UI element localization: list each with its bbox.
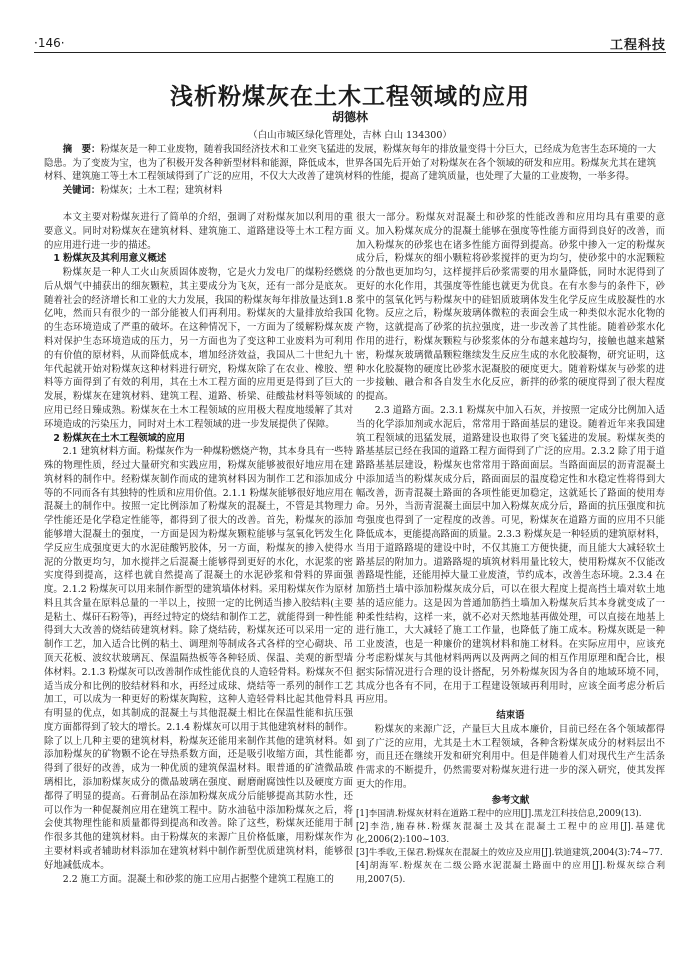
reference-item: [3]牛季收,王保君.粉煤灰在混凝土的效应及应用[J].铁道建筑,2004(3):74~77. — [356, 848, 663, 859]
section-2-3-paragraph: 2.3 道路方面。2.3.1 粉煤灰中加入石灰，并按照一定成分比例加入适当的化学添加剂或水泥后，常常用于路面基层的建设。随着近年来我国建筑工程领域的迅猛发展，道路建设也取得了突飞猛进的发展。粉煤灰类的路基基层已经在我国的道路工程方面得到了广泛的应用。2.3.2 除了用于道路路基基层建设，粉煤灰也常常用于路面面层。当路面面层的沥青混凝土中添加适当的粉煤灰成分后，路面面层的温度稳定性和水稳定性将得到大幅改善，沥青混凝土路面的各项性能更加稳定，这就延长了路面的使用寿命。另外，当沥青混凝土面层中加入粉煤灰成分后，路面的抗压强度和抗弯强度也得到了一定程度的改善。可见，粉煤灰在道路方面的应用不只能降低成本，更能提高路面的质量。2.3.3 粉煤灰是一种轻质的建筑原材料，当用于道路路堤的建设中时，不仅其施工方便快捷，而且能大大减轻软土路基层的附加力。道路路堤的填筑材料用量比较大，使用粉煤灰不仅能改善路堤性能，还能用掉大量工业废渣，节约成本，改善生态环境。2.3.4 在加筋挡土墙中添加粉煤灰成分后，可以在很大程度上提高挡土墙对软土地基的适应能力。这是因为普通加筋挡土墙加入粉煤灰后其本身就变成了一种柔性结构，这样一来，就不必对天然地基再做处理，可以直接在地基上进行施工，大大减轻了施工工作量，也降低了施工成本。粉煤灰既是一种工业废渣，也是一种廉价的建筑材料和施工材料。在实际应用中，应该充分考虑粉煤灰与其他材料两两以及两两之间的相互作用原理和配合比，根据实际情况进行合理的设计搭配，另外粉煤灰因为各自的地域环境不同，其成分也各有不同，在用于工程建设领域再利用时，应该全面考虑分析后再应用。 — [356, 404, 665, 706]
conclusion-paragraph: 粉煤灰的来源广泛，产量巨大且成本廉价，目前已经在各个领域都得到了广泛的应用，尤其是土木工程领域，各种含粉煤灰成分的材料层出不穷，而且还在继续开发和研究利用中。但是伴随着人们对现代生产生活条件需求的不断提升，仍然需要对粉煤灰进行进一步的深入研究，使其发挥更大的作用。 — [356, 723, 665, 791]
references-heading: 参考文献 — [491, 794, 530, 806]
keywords-label: 关键词： — [62, 184, 101, 196]
section-heading-1: 1 粉煤灰及其利用意义概述 — [53, 253, 167, 265]
reference-item: [2]李浩,施春林.粉煤灰混凝土及其在混凝土工程中的应用[J].基建优化,2006(2):100~103. — [356, 821, 665, 845]
section-2-2-paragraph-start: 2.2 施工方面。混凝土和砂浆的施工应用占据整个建筑工程施工的 — [62, 873, 334, 885]
running-header — [34, 30, 666, 53]
intro-paragraph: 本文主要对粉煤灰进行了简单的介绍，强调了对粉煤灰加以利用的重要意义。同时对粉煤灰在建筑材料、建筑施工、道路建设等土木工程方面的应用进行进一步的描述。 — [44, 212, 353, 251]
author-affiliation: （白山市城区绿化管理处，吉林 白山 134300） — [248, 130, 452, 141]
abstract-label: 摘 要： — [62, 144, 101, 155]
abstract-text: 粉煤灰是一种工业废物，随着我国经济技术和工业突飞猛进的发展，粉煤灰每年的排放量变得十分巨大，已经成为危害生态环境的一大隐患。为了变废为宝，也为了积极开发各种新型材料和能源，降低成本，世界各国先后开始了对粉煤灰在各个领域的研发和应用。粉煤灰尤其在建筑材料、建筑施工等土木工程领域得到了广泛的应用，不仅大大改善了建筑材料的性能，提高了建筑质量，也处理了大量的工业废物，一举多得。 — [44, 144, 656, 183]
body-column-left — [44, 211, 353, 936]
reference-item: [4]胡海军.粉煤灰在二级公路水泥混凝土路面中的应用[J].粉煤灰综合利用,2007(5). — [356, 861, 665, 885]
abstract-block — [44, 143, 656, 197]
section-2-2-paragraph-cont: 很大一部分。粉煤灰对混凝土和砂浆的性能改善和应用均具有重要的意义。加入粉煤灰成分的混凝土能够在强度等性能方面得到良好的改善，而加入粉煤灰的砂浆也在诸多性能方面得到提高。砂浆中掺入一定的粉煤灰成分后，粉煤灰的细小颗粒将砂浆搅拌的更为均匀，使砂浆中的水泥颗粒的分散也更加均匀，这样搅拌后砂浆需要的用水量降低，同时水泥得到了更好的水化作用，其强度等性能也就更为优良。在有水参与的条件下，砂浆中的氢氧化钙与粉煤灰中的硅铝质玻璃体发生化学反应生成胶凝性的水化物。反应之后，粉煤灰玻璃体微粒的表面会生成一种类似水泥水化物的产物，这就提高了砂浆的抗拉强度，进一步改善了其性能。随着砂浆水化作用的进行，粉煤灰颗粒与砂浆浆体的分布越来越均匀，接触也越来越紧密，粉煤灰玻璃微晶颗粒继续发生反应生成的水化胶凝物，研究证明，这种水化胶凝物的硬度比砂浆水泥凝胶的硬度更大。随着粉煤灰与砂浆的进一步接触、融合和各自发生水化反应，新拌的砂浆的硬度得到了很大程度的提高。 — [356, 212, 665, 403]
section-2-1-paragraph: 2.1 建筑材料方面。粉煤灰作为一种煤粉燃烧产物，其本身具有一些特殊的物理性质，经过大量研究和实践应用，粉煤灰能够被很好地应用在建筑材料的制作中。经粉煤灰制作而成的建筑材料因为制作工艺和添加成分等的不同而各有其独特的性质和应用价值。2.1.1 粉煤灰能够很好地应用在混凝土的制作中。按照一定比例添加了粉煤灰的混凝土，不管是其物理力学性能还是化学稳定性能等，都得到了很大的改善。首先，粉煤灰的添加能够增大混凝土的强度，一方面是因为粉煤灰颗粒能够与氢氧化钙发生化学反应生成强度更大的水泥硅酸钙胶体，另一方面，粉煤灰的掺入使得水泥的分散更均匀，加水搅拌之后混凝土能够得到更好的水化，水泥浆的密实度得到提高，这样也就自然提高了混凝土的水泥砂浆和骨料的界面强度。2.1.2 粉煤灰可以用来制作新型的建筑墙体材料。采用粉煤灰作为原材料且其含量在原料总量的一半以上，按照一定的比例适当掺入胶结料(主要是粘土、煤矸石粉等)，再经过特定的烧结和制作工艺，就能得到一种性能得到大大改善的烧结砖建筑材料。除了烧结砖，粉煤灰还可以采用一定的制作工艺，加入适合比例的粘土、调理剂等制成各式各样的空心砌块、吊顶天花板、波纹状玻璃瓦、保温隔热板等各种轻质、保温、美观的新型墙体材料。2.1.3 粉煤灰可以改善制作成性能优良的人造轻骨料。粉煤灰不但适当成分和比例的胶结材料和水，再经过成球、烧结等一系列的制作工艺加工，可以成为一种更好的粉煤灰陶粒，这种人造轻骨料比起其他骨料具有明显的优点，如其制成的混凝土与其他混凝土相比在保温性能和抗压强度方面都得到了较大的增长。2.1.4 粉煤灰可以用于其他建筑材料的制作。除了以上几种主要的建筑材料，粉煤灰还能用来制作其他的建筑材料。如添加粉煤灰的矿物颗不论在导热系数方面，还是吸引收缩方面，其性能都得到了很好的改善，成为一种优质的建筑保温材料。眼普通的矿渣微晶玻璃相比，添加粉煤灰成分的微晶玻璃在强度、耐磨耐腐蚀性以及硬度方面都得了明显的提高。石膏制品在添加粉煤灰成分后能够提高其防水性，还可以作为一种促凝剂应用在建筑工程中。防水油毡中添加粉煤灰之后，将会使其物理性能和质量都得到提高和改善。除了这些，粉煤灰还能用于制作很多其他的建筑材料。由于粉煤灰的来源广且价格低廉，用粉煤灰作为主要材料或者辅助材料添加在建筑材料中制作新型优质建筑材料，能够很好地减低成本。 — [44, 446, 353, 871]
page-number: ·146· — [34, 36, 65, 50]
reference-item: [1]李国清.粉煤灰材料在道路工程中的应用[J].黑龙江科技信息,2009(13). — [356, 808, 642, 819]
keywords — [44, 184, 656, 198]
conclusion-heading: 结束语 — [496, 710, 525, 722]
keywords-text: 粉煤灰；土木工程；建筑材料 — [100, 184, 223, 196]
abstract — [44, 143, 656, 184]
section-heading-2: 2 粉煤灰在土木工程领域的应用 — [53, 432, 186, 444]
article-author: 胡德林 — [331, 110, 368, 124]
reference-list — [356, 808, 665, 887]
journal-name: 工程科技 — [609, 38, 666, 53]
body-column-right — [356, 211, 665, 936]
article-title: 浅析粉煤灰在土木工程领域的应用 — [170, 84, 530, 110]
section-1-paragraph: 粉煤灰是一种人工火山灰质固体废物，它是火力发电厂的煤粉经燃烧后从烟气中捕获出的细灰颗粒，其主要成分为飞灰，还有一部分是底灰。随着社会的经济增长和工业的大力发展，我国的粉煤灰每年排放量达到1.8亿吨，然而只有很少的一部分能被人们再利用。粉煤灰的大量排放给我国的生态环境造成了严重的破坏。在这种情况下，一方面为了缓解粉煤灰废料对保护生态环境造成的压力，另一方面也为了变这种工业废料为可利用的有价值的原材料，从而降低成本，增加经济效益，我国从二十世纪九十年代起就开始对粉煤灰这种材料进行研究，粉煤灰除了在农业、橡胶、塑料等方面得到了有效的利用，其在土木工程方面的应用更是得到了巨大的发展，粉煤灰在建筑材料、建筑工程、道路、桥梁、硅酸盐材料等领域的应用已经日臻成熟。粉煤灰在土木工程领域的应用极大程度地缓解了其对环境造成的污染压力，同时对土木工程领域的进一步发展提供了保障。 — [44, 267, 353, 430]
